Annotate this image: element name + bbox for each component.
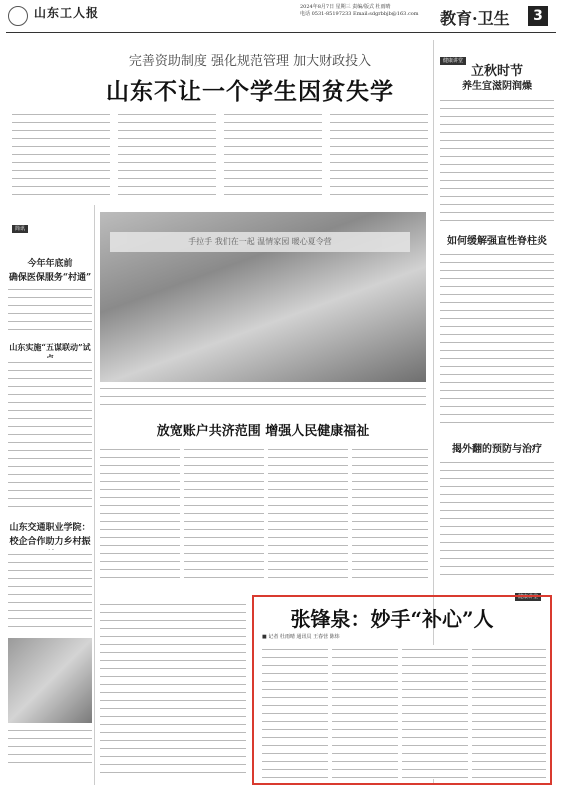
photo-caption [100, 384, 426, 408]
side-item3-title: 揭外翻的预防与治疗 [452, 444, 542, 455]
profile-text-col-4 [472, 645, 546, 779]
paper-name: 山东工人报 [34, 6, 100, 20]
side-item3-text [440, 458, 554, 578]
middle-text-col-3 [268, 445, 348, 585]
middle-headline: 放宽账户共济范围 增强人民健康福祉 [156, 424, 370, 439]
side-item2-title: 如何缓解强直性脊柱炎 [447, 236, 547, 247]
paper-logo-icon [8, 6, 28, 26]
left-item3-text [8, 550, 92, 630]
lead-headline: 山东不让一个学生因贫失学 [106, 78, 394, 105]
left-item3-subtitle: 校企合作助力乡村振 [9, 537, 91, 547]
header-info [300, 4, 419, 18]
side-item1-title: 立秋时节 [470, 64, 523, 79]
photo-banner [110, 232, 410, 252]
lead-kicker: 完善资助制度 强化规范管理 加大财政投入 [128, 54, 372, 69]
side-item1-subtitle: 养生宜滋阴润燥 [462, 81, 532, 92]
profile-title: 张锋泉：妙手“补心”人 [290, 607, 494, 631]
left-item2-text [8, 358, 92, 508]
middle-text-col-2 [184, 445, 264, 585]
profile-author: ■ 记者 杜雨晴 通讯员 王春营 陈炜 [262, 634, 340, 640]
lower-middle-text [100, 600, 246, 780]
side-item1-text [440, 96, 554, 226]
left-column-divider [94, 205, 95, 785]
health-tag-2: 健康讲堂 [515, 593, 541, 601]
profile-text-col-1 [262, 645, 328, 779]
news-tag-wrap [12, 215, 28, 234]
middle-text-col-4 [352, 445, 428, 585]
lead-text-col-1 [12, 110, 110, 198]
section-title: 教育·卫生 [440, 9, 510, 28]
header-rule [6, 32, 556, 33]
left-item1-text [8, 285, 92, 333]
left-item3-title: 山东交通职业学院： [9, 523, 91, 533]
left-photo [8, 638, 92, 723]
side-item2-text [440, 250, 554, 430]
left-item1-subtitle: 确保医保服务“村通” [8, 273, 92, 283]
lead-text-col-3 [224, 110, 322, 198]
profile-text-col-3 [402, 645, 468, 779]
left-item2-title: 山东实施“五谋联动”试 [9, 342, 91, 352]
health-tag: 健康讲堂 [440, 57, 466, 65]
photo-banner-text: 手拉手 我们在一起 温情家园 暖心夏令营 [188, 237, 332, 246]
date-line: 2024年8月7日 星期三 责编/版式 杜雨晴 [300, 4, 391, 10]
lead-text-col-2 [118, 110, 216, 198]
left-item1-title: 今年年底前 [27, 259, 73, 269]
page-number: 3 [528, 6, 548, 26]
left-photo-caption [8, 726, 92, 766]
lead-text-col-4 [330, 110, 428, 198]
middle-text-col-1 [100, 445, 180, 585]
news-tag: 简讯 [12, 225, 28, 233]
profile-text-col-2 [332, 645, 398, 779]
phone-line: 电话 0531-85197233 Email:sdgrbbjb@163.com [300, 11, 419, 17]
